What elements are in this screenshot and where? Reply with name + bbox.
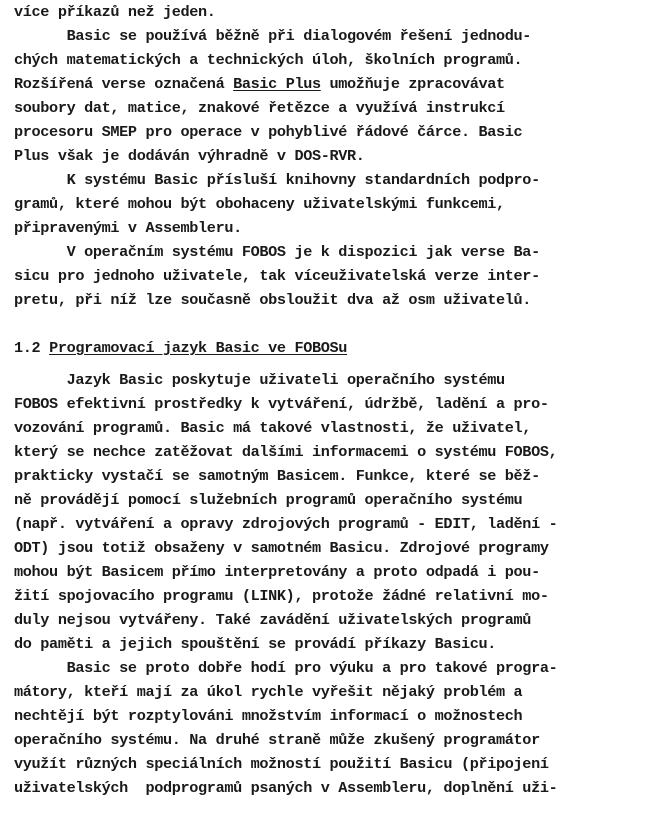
text-line: který se nechce zatěžovat dalšími informacemi o systému FOBOS,	[14, 443, 558, 461]
text-line: Basic se proto dobře hodí pro výuku a pro takové progra-	[14, 659, 558, 677]
text-line: Jazyk Basic poskytuje uživateli operačního systému	[14, 371, 505, 389]
text-line: K systému Basic přísluší knihovny standardních podpro-	[14, 171, 540, 189]
text-line: více příkazů než jeden.	[14, 3, 216, 21]
section-heading	[14, 336, 347, 360]
text-fragment: umožňuje zpracovávat	[320, 75, 505, 93]
text-line: Plus však je dodáván výhradně v DOS-RVR.	[14, 147, 365, 165]
text-line: mátory, kteří mají za úkol rychle vyřešit nějaký problém a	[14, 683, 523, 701]
text-line: prakticky vystačí se samotným Basicem. Funkce, které se běž-	[14, 467, 540, 485]
text-line: chých matematických a technických úloh, školních programů.	[14, 51, 523, 69]
text-line: pretu, při níž lze současně obsloužit dva až osm uživatelů.	[14, 291, 532, 309]
text-line: V operačním systému FOBOS je k dispozici jak verse Ba-	[14, 243, 540, 261]
text-line: (např. vytváření a opravy zdrojových programů - EDIT, ladění -	[14, 515, 558, 533]
text-line: procesoru SMEP pro operace v pohyblivé řádové čárce. Basic	[14, 123, 523, 141]
text-line: FOBOS efektivní prostředky k vytváření, údržbě, ladění a pro-	[14, 395, 549, 413]
text-line: duly nejsou vytvářeny. Také zavádění uživatelských programů	[14, 611, 532, 629]
section-title: Programovací jazyk Basic ve FOBOSu	[49, 339, 348, 357]
text-line: ODT) jsou totiž obsaženy v samotném Basicu. Zdrojové programy	[14, 539, 549, 557]
text-line: soubory dat, matice, znakové řetězce a využívá instrukcí	[14, 99, 505, 117]
text-line: uživatelských podprogramů psaných v Assembleru, doplnění uži-	[14, 779, 558, 797]
text-line: operačního systému. Na druhé straně může zkušený programátor	[14, 731, 540, 749]
text-line: žití spojovacího programu (LINK), protože žádné relativní mo-	[14, 587, 549, 605]
text-line: připravenými v Assembleru.	[14, 219, 242, 237]
section-number: 1.2	[14, 339, 50, 357]
text-line: využít různých speciálních možností použití Basicu (připojení	[14, 755, 549, 773]
basic-plus-underlined: Basic Plus	[233, 75, 321, 93]
text-line: mohou být Basicem přímo interpretovány a proto odpadá i pou-	[14, 563, 540, 581]
text-line: do paměti a jejich spouštění se provádí příkazy Basicu.	[14, 635, 497, 653]
text-line: Basic se používá běžně při dialogovém řešení jednodu-	[14, 27, 532, 45]
text-line	[14, 72, 505, 96]
text-fragment: Rozšířená verse označená	[14, 75, 234, 93]
text-line: gramů, které mohou být obohaceny uživatelskými funkcemi,	[14, 195, 505, 213]
text-line: ně provádějí pomocí služebních programů operačního systému	[14, 491, 523, 509]
text-line: vozování programů. Basic má takové vlastnosti, že uživatel,	[14, 419, 532, 437]
text-line: nechtějí být rozptylováni množstvím informací o možnostech	[14, 707, 523, 725]
text-line: sicu pro jednoho uživatele, tak víceuživatelská verze inter-	[14, 267, 540, 285]
